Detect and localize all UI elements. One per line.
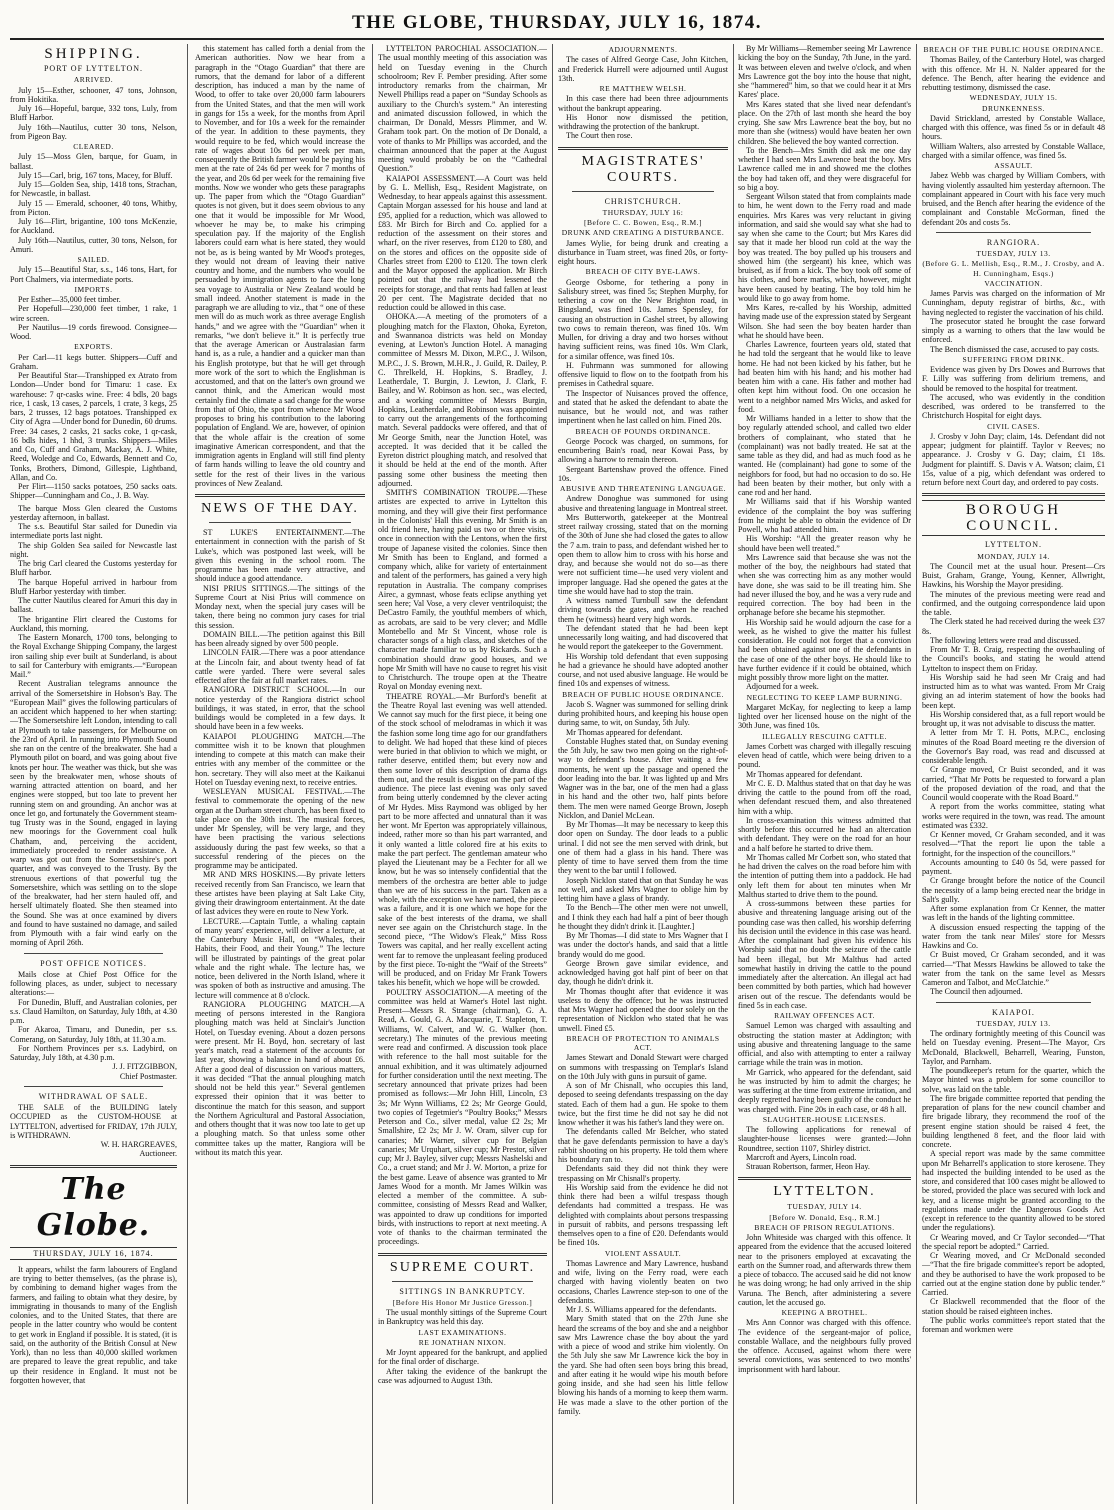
council-paragraph: The minutes of the previous meeting were read and confirmed, and the outgoing correspondence laid upon the table. (922, 589, 1105, 617)
borough-date: MONDAY, JULY 14. (977, 551, 1050, 561)
shipping-heading: SHIPPING. (44, 46, 143, 62)
magistrates-cases-continued (738, 44, 911, 1171)
case-paragraph: Margaret McKay, for neglecting to keep a lamp lighted over her licensed house on the night of the 30th June, was fined 10s. (738, 702, 911, 731)
case-paragraph: Mr Williams handed in a letter to show that the boy regularly attended school, and called two elder brothers of complainant, who stated that he (complainant) was not badly treated. He sat at the same table as they did, and had as much food as he wanted. He (complainant) had gone to some of the neighbors for food, but had no occasion to do so. He had been beaten by their mother, but only with a cane rod and her hand. (738, 414, 911, 497)
case-subheading: RAILWAY OFFENCES ACT. (774, 1011, 875, 1020)
column-1 (10, 44, 177, 1504)
case-paragraph: George Osborne, for tethering a pony in Salisbury street, was fined 5s; Stephen Murphy, for tethering a cow on the New Brighton road, in Bingsland, was fined 10s. James Spensley, for causing an obstruction in Cashel street, by allowing two cows to remain thereon, was fined 10s. Wm Mullen, for driving a dray and two horses without having sufficient reins, was fined 10s. Wm Clark, for a similar offence, was fined 10s. (558, 277, 728, 361)
re-welsh-subheading: RE MATTHEW WELSH. (599, 84, 687, 93)
case-paragraph: J. Crosby v John Day; claim, 14s. Defendant did not appear; judgment for plaintiff. Taylor v Reeves; no appearance. J. Crosby v G. Day; claim, £1 18s. Judgment for plaintiff. S. Davis v A. Watson; claim, £1 15s, value of a pig, which defendant was ordered to return before next Court day, and ordered to pay costs. (922, 431, 1105, 487)
clearance-entry: July 15—Carl, brig, 167 tons, Macey, for Bluff. (18, 170, 173, 180)
news-of-the-day-heading: NEWS OF THE DAY. (201, 501, 359, 516)
case-subheading: BREACH OF PROTECTION TO ANIMALS ACT. (566, 1033, 720, 1052)
lyttelton-court-before: [Before W. Donald, Esq., R.M.] (769, 1212, 880, 1222)
auctioneer-title: Auctioneer. (139, 1149, 177, 1159)
news-item: LINCOLN FAIR.—There was a poor attendance at the Lincoln fair, and about twenty head of fat cattle were yarded. There were several sales effected after the fair at full market rates. (195, 648, 365, 685)
case-paragraph: Sergeant Bartenshaw proved the offence. Fined 10s. (558, 464, 728, 483)
post-notice-paragraph: For Akaroa, Timaru, and Dunedin, per s.s. Comerang, on Saturday, July 18th, at 11.30 a.m. (10, 1025, 177, 1044)
case-paragraph: To the Bench—Mrs Smith did ask me one day whether I had seen Mrs Lawrence beat the boy. Mrs Lawrence called me in and showed me the clothes the boy had taken off, and they were disgraceful for so big a boy. (738, 145, 911, 192)
case-paragraph: George Brown gave similar evidence, and acknowledged having got half pint of beer on that day, though he didn't drink it. (558, 958, 728, 987)
case-paragraph: James Corbett was charged with illegally rescuing eleven head of cattle, which were being driven to a pound. (738, 741, 911, 770)
masthead-rule (10, 38, 1104, 40)
case-paragraph: Mr C. E. D. Malthus stated that on that day he was driving the cattle to the pound from off the road, when defendant rescued them, and also threatened him with a whip. (738, 778, 911, 816)
council-paragraph: The Council then adjourned. (930, 987, 1023, 997)
council-paragraph: From Mr T. B. Craig, respecting the overhauling of the Council's books, and stating he would attend Lyttelton to inspect them on Friday. (922, 645, 1105, 673)
arrival-entry: July 15—Esther, schooner, 47 tons, Johnson, from Hokitika. (10, 85, 177, 104)
case-paragraph: After taking the evidence of the bankrupt the case was adjourned to August 13th. (378, 1366, 547, 1385)
case-paragraph: Andrew Donoghue was summoned for using abusive and threatening language in Montreal street. (558, 494, 728, 513)
section-divider (195, 494, 365, 497)
shipping-paragraph: Recent Australian telegrams announce the arrival of the Somersetshire in Hobson's Bay. The “European Mail” gives the following particulars of an accident which happened to her when starting:—The Somersetshire left London, intending to call at Plymouth to take passengers, for Melbourne on the 23rd of April. In running into Plymouth Sound she ran on the centre of the breakwater. She had a Plymouth pilot on board, and was going about five knots per hour. The weather was thick, but she was seen by the breakwater men, whose shouts of warning attracted attention on board, and her engines were stopped, but too late to prevent her running stem on and grounding. An anchor was at once let go, and fortunately the Government steam-tug Trusty was in the Sound, engaged in laying new moorings for the Government coal hulk Chatham, and, perceiving the accident, immediately proceeded to render assistance. A warp was got out from the Somersetshire's port quarter, and was conveyed to the Trusty. By the strenuous exertions of that powerful tug the Somersetshire, which was settling on to the slope of the breakwater, had her stern hauled off, and herself ultimately floated. She then steamed into the Sound. She was at once examined by divers and found to have sustained no damage, and sailed from Plymouth with a fair wind early on the morning of April 26th. (10, 679, 177, 948)
column-rule (916, 44, 917, 1504)
arrived-list (10, 86, 177, 142)
council-paragraph: A discussion ensued respecting the tapping of the water from the tank near Miles' store for Messrs Hawkins and Co. (922, 922, 1105, 950)
case-paragraph: Mr Joynt appeared for the bankrupt, and applied for the final order of discharge. (378, 1348, 547, 1367)
local-news-items (378, 44, 547, 1247)
section-divider (392, 1281, 533, 1282)
withdrawal-heading: WITHDRAWAL OF SALE. (38, 1091, 149, 1101)
council-paragraph: The Clerk stated he had received during the week £37 8s. (922, 617, 1105, 636)
case-paragraph: The Bench dismissed the case, accused to pay costs. (930, 344, 1100, 354)
council-paragraph: A letter from Mr T. H. Potts, M.P.C., enclosing minutes of the Road Board meeting re the diversion of the Governor's Bay road, was read and discussed at considerable length. (922, 728, 1105, 765)
case-paragraph: James Parvis was charged on the information of Mr Cunningham, deputy registrar of births, &c., with having neglected to register the vaccination of his child. (922, 289, 1105, 317)
clearance-entry: July 15 — Emerald, schooner, 40 tons, Whitby, from Picton. (10, 198, 177, 217)
shipping-news (10, 504, 177, 948)
case-paragraph: Charles Lawrence, fourteen years old, stated that he had told the sergeant that he would like to leave home. He had not been kicked by his father, but he had beaten him with his hand; and his mother had beaten him with a cane. His father and mother had often kept him without food. On one occasion he went to a neighbor named Mrs Wicks, and asked for food. (738, 340, 911, 414)
case-paragraph: H. Fuhrmann was summoned for allowing offensive liquid to flow on to the footpath from his premises in Cathedral square. (558, 360, 728, 389)
council-paragraph: Cr Buist moved, Cr Graham seconded, and it was carried—“That Messrs Hawkins be allowed to take the water from the tank on the same level as Messrs Cameron and Talbot, and McClatchie.” (922, 950, 1105, 987)
case-paragraph: William Walters, also arrested by Constable Wallace, charged with a similar offence, was fined 5s. (922, 141, 1105, 160)
post-notice-paragraph: For Dunedin, Bluff, and Australian colonies, per s.s. Claud Hamilton, on Saturday, July 18th, at 4.30 p.m. (10, 997, 177, 1025)
sailing-entry: July 15—Beautiful Star, s.s., 146 tons, Hart, for Port Chalmers, via intermediate ports. (10, 265, 177, 284)
exports-subheading: EXPORTS. (74, 342, 113, 352)
section-divider (10, 1165, 177, 1168)
column-5 (738, 44, 911, 1504)
leading-article-continued: this statement has called forth a denial from the American authorities. Now we hear from a paragraph in the “Otago Guardian” that there are rumors, that the demand for labor of a different description, has induced a man by the name of Wood, to offer to take over 20,000 farm labourers from the United States, and that the men will work in gangs for 15s a week, for the months from April to November, and for 10s a week for the remainder of the year. In addition to these payments, they would require to be fed, which would increase the rate of wages about 10s 6d per week per man, consequently the British farmer would be paying his men at the rate of 24s 6d per week for 7 months of the year, and 20s 6d per week for the remaining five months. Now we wonder who gets these paragraphs up. The paper from which the “Otago Guardian” quotes is not given, but it does seem obvious to any one that it would be impossible for Mr Wood, whoever he may be, to make his crimping speculation pay. If the majority of the English laborers could earn what is here stated, they would not be, as is being wanted by Mr Wood's proteges, they would not dream of leaving their native country and home, and the numbers who would be persuaded by immigration agents to face the long sea voyage to Australia or New Zealand would be small indeed. Another statement is made in the paragraph we are alluding to viz., that “ one of these men will do as much work as three average English hands,” and we agree with the “Guardian” when it remarks, “we don't believe it.” It is perfectly true that the average American or Australasian farm hand is, as a rule, a handier and a quicker man than his English prototype, but that he will get through more work of the sort to which the Englishman is accustomed, and that on the latter's own ground we cannot think, and the American would most certainly find the climate a sad change for the worse from that of Ohio, the spot from whence Mr Wood proposes to bring his contribution to the laboring population of England. We are, however, of opinion that the whole affair is the creation of some imaginative American correspondent, and that the immigration agents in England will still find plenty of farm hands willing to leave the old country and settle for the rest of their lives in the various provinces of New Zealand. (195, 44, 365, 488)
case-subheading: ASSAULT. (994, 161, 1033, 170)
column-rule (733, 44, 734, 1504)
kaiapoi-heading: KAIAPOI. (992, 1007, 1035, 1017)
paper-nameplate: The Globe. (36, 1171, 151, 1243)
adjournments-text: The cases of Alfred George Case, John Kitchen, and Frederick Hurrell were adjourned until August 13th. (558, 55, 728, 83)
christchurch-subheading: CHRISTCHURCH. (604, 196, 682, 206)
council-paragraph: After some explanation from Cr Kenner, the matter was left in the hands of the lighting committee. (922, 904, 1105, 923)
rangiora-heading: RANGIORA. (986, 237, 1041, 247)
case-paragraph: The accused, who was evidently in the condition described, was ordered to be transferred to the Christchurch Hospital for eight days. (922, 392, 1105, 421)
council-paragraph: Accounts amounting to £40 0s 5d, were passed for payment. (922, 857, 1105, 876)
case-subheading: BREACH OF POUNDS ORDINANCE. (575, 426, 711, 436)
case-paragraph: Jabez Webb was charged by William Combers, with having violently assaulted him yesterday afternoon. The complainant appeared in Court with his face very much bruised, and the Bench after hearing the evidence of the complainant and Constable McGorman, fined the defendant 20s and costs 5s. (922, 171, 1105, 227)
shipping-paragraph: The s.s. Beautiful Star sailed for Dunedin via intermediate ports last night. (10, 522, 177, 541)
case-paragraph: The following applications for renewal of slaughter-house licenses were granted:—John Roundtree, section 1107, Shirley district. (738, 1125, 911, 1153)
case-paragraph: Joseph Nicklon stated that on that Sunday he was not well, and asked Mrs Wagner to oblige him by letting him have a glass of brandy. (558, 875, 728, 903)
re-nixon-subheading: RE JONATHAN NIXON. (418, 1337, 507, 1347)
borough-council-heading: BOROUGH COUNCIL. (922, 500, 1105, 536)
case-paragraph: Mrs Kares stated that she lived near defendant's place. On the 27th of last month she heard the boy crying. She saw Mrs Lawrence beat the boy, but no more than she (witness) would have beaten her own children. She believed the boy wanted correction. (738, 99, 911, 146)
supreme-court-text: The usual monthly sittings of the Supreme Court in Bankruptcy was held this day. (378, 1308, 547, 1327)
case-subheading: SUFFERING FROM DRINK. (962, 354, 1065, 364)
postmaster-signature: J. J. FITZGIBBON, (112, 1062, 177, 1072)
sittings-subheading: SITTINGS IN BANKRUPTCY. (399, 1286, 526, 1296)
column-rule (372, 44, 373, 1504)
nixon-case (378, 1348, 547, 1385)
news-item: DOMAIN BILL.—The petition against this Bill has been already signed by over 500 people. (195, 629, 365, 648)
section-divider (558, 147, 728, 150)
auctioneer-signature: W. H. HARGREAVES, (100, 1140, 177, 1149)
section-divider (378, 1253, 547, 1256)
column-6 (922, 44, 1105, 1504)
case-subheading: CIVIL CASES. (987, 421, 1040, 431)
case-subheading: ILLEGALLY RESCUING CATTLE. (762, 731, 887, 741)
case-paragraph: Mr Garrick, who appeared for the defendant, said he was instructed by him to admit the charges; he was suffering at the time from extreme irritation, and deeply regretted having been guilty of the conduct he was charged with. Fine 20s in each case, or 48 h all. (738, 1067, 911, 1114)
section-divider (24, 1086, 163, 1087)
case-paragraph: In this case there had been three adjournments without the bankrupt appearing. (558, 94, 728, 113)
council-paragraph: Cr Grange brought before the notice of the Council the necessity of a lamp being erected near the bridge in Salt's gully. (922, 876, 1105, 904)
clearance-entry: July 15—Moss Glen, barque, for Guam, in ballast. (10, 152, 177, 171)
court-date: THURSDAY, JULY 16: (602, 207, 684, 217)
case-paragraph: His Worship said he would adjourn the case for a week, as he wished to give the matter his fullest consideration. He could not forget that a conviction had been obtained against one of the defendants in the case of one of the other boys. He should like to have further evidence if it could be obtained, which might possibly throw more light on the matter. (738, 617, 911, 682)
case-subheading: BREACH OF CITY BYE-LAWS. (585, 267, 701, 277)
case-paragraph: The defendants called Mr Belcher, who stated that he gave defendants permission to have a day's rabbit shooting on his property. He told them where his boundary ran to. (558, 1127, 728, 1164)
shipping-paragraph: The brig Carl cleared the Customs yesterday for Bluff harbor. (10, 559, 177, 578)
case-subheading: BREACH OF THE PUBLIC HOUSE ORDINANCE. (923, 45, 1104, 54)
wednesday-cases (922, 104, 1105, 227)
cleared-list (10, 152, 177, 254)
section-divider (936, 232, 1091, 233)
rangiora-date: TUESDAY, JULY 13. (976, 249, 1051, 258)
export-entry: Per Flirt—1150 sacks potatoes, 250 sacks oats. Shipper—Cunningham and Co., J. B. Way. (10, 482, 177, 501)
shipping-paragraph: The barque Moss Glen cleared the Customs yesterday afternoon, in ballast. (10, 503, 177, 522)
council-paragraph: Cr Wearing moved, and Cr McDonald seconded—“That the fire brigade committee's report be adopted, and they be authorised to have the work proposed to be carried out at the engine station done by public tender.” Carried. (922, 1251, 1105, 1297)
case-paragraph: By Mr Thomas—It may be necessary to keep this door open on Sunday. The door leads to a public urinal. I did not see the men served with drink, but one of them had a glass in his hand. There was plenty of time to have served them from the time they went to the bar until I followed. (558, 820, 728, 876)
case-subheading: SLAUGHTER-HOUSE LICENSES. (762, 1114, 887, 1124)
case-paragraph: The prosecutor stated he brought the case forward simply as a warning to others that the law would be enforced. (922, 316, 1105, 345)
rangiora-before: (Before G. L. Mellish, Esq., R.M., J. Crosby, and A. H. Cunningham, Esqs.) (922, 259, 1105, 278)
news-item: THEATRE ROYAL.—Mr Burford's benefit at the Theatre Royal last evening was well attended. We cannot say much for the first piece, it being one of the stock school of melodramas in which it was the fashion some long time ago for our grandfathers to delight. We had hoped that these kind of pieces were buried in that oblivion to which we might, or rather deserve, entitled them; but every now and then some lover of this description of drama digs them out, and the result is disgust on the part of the audience. The piece last evening was only saved from being utterly condemned by the clever acting of Mr Hydes. Miss Raymond was obliged by her part to be more affected and unnatural than it was her wont. Mr Eperton was appropriately villainous, indeed, rather more so than his part warranted, and it only wanted a little colored fire at his exits to make the part perfect. The gentleman amateur who played the Lieutenant may be a Fechter for all we know, but he was so intensely confidential that the members of the orchestra are better able to judge than we are of his success in the part. Taken as a whole, with the exception we have named, the piece was a failure, and it is one which we hope for the sake of the best interests of the drama, we shall never see again on the Christchurch stage. In the second piece, “The Widow's Fleak,” Miss Ross Towers was capital, and her really excellent acting went far to remove the unpleasant feeling produced by the first piece. To-night the “Waif of the Streets” will be produced, and on Friday Mr Frank Towers takes his benefit, which we hope will be crowded. (378, 691, 547, 988)
magistrates-cases (558, 239, 728, 1417)
case-paragraph: Marcroft and Ayers, Lincoln road. (746, 1152, 857, 1162)
case-subheading: NEGLECTING TO KEEP LAMP BURNING. (746, 692, 903, 702)
case-subheading: VACCINATION. (984, 278, 1043, 288)
council-paragraph: A special report was made by the same committee upon Mr Beharrell's application to store kerosene. They had inspected the building intended to be used as the store, and considered that 100 cases might be allowed to be stored, provided the place was secured with lock and key, and a license might be granted according to the regulations made under the Dangerous Goods Act (except in reference to the quantity allowed to be stored under the regulations). (922, 1149, 1105, 1233)
export-entry: Per Beautiful Star—Transhipped ex Atrato from London—Under bond for Timaru: 1 case. Ex warehouse: 7 qr-casks wine. Free: 4 bdls, 20 bags rice, 1 cask, 13 cases, 2 parcels, 1 crate, 3 kegs, 25 bars, 2 trusses, 12 bags potatoes. Transhipped ex City of Agra —Under bond for Dunedin, 60 drums. Free: 34 cases, 2 casks, 21 sacks coke, 1 qr-cask, 16 bdls hides, 1 hhd, 3 trunks. Shippers—Miles and Co, Cuff and Graham, Mackay, A. J. White, Reed, Woledge and Co, Edwards, Bennett and Co, Tonks, Brothers, Dimond, Gillespie, Lightband, Allan, and Co. (10, 371, 177, 482)
case-paragraph: Mrs Ann Connor was charged with this offence. The evidence of the sergeant-major of police, constable Wallace, and the neighbours fully proved the offence. Accused, against whom there were several convictions, was sentenced to two months' imprisonment with hard labour. (738, 1318, 911, 1374)
arrived-subheading: ARRIVED. (73, 75, 114, 85)
wednesday-date: WEDNESDAY, JULY 15. (969, 93, 1058, 103)
column-rule (187, 44, 188, 1504)
arrival-entry: July 16—Hopeful, barque, 332 tons, Luly, from Bluff Harbor. (10, 104, 177, 123)
drunk-subheading: DRUNK AND CREATING A DISTURBANCE. (561, 228, 725, 238)
case-paragraph: Mr J. S. Williams appeared for the defendants. (566, 1305, 717, 1314)
post-office-heading: POST OFFICE NOTICES. (40, 958, 147, 968)
case-paragraph: His Honor now dismissed the petition, withdrawing the protection of the bankrupt. (558, 112, 728, 131)
post-notice-paragraph: Mails close at Chief Post Office for the following places, as under, subject to necessary alterations:— (10, 969, 177, 998)
case-paragraph: Mrs Kares, re-called by his Worship, admitted having made use of the expression stated by Sergeant Wilson. She had seen the boy beaten harder than what he should have been. (738, 303, 911, 340)
borough-proceedings (922, 562, 1105, 997)
borough-lyttelton-subheading: LYTTELTON. (985, 540, 1042, 550)
case-paragraph: Thomas Bailey, of the Canterbury Hotel, was charged with this offence. Mr H. N. Nalder appeared for the defence. The Bench, after hearing the evidence and rebutting testimony, dismissed the case. (922, 55, 1105, 92)
case-paragraph: Sergeant Wilson stated that from complaints made to him, he went down to the Ferry road and made enquiries. Mrs Kares was very reluctant in giving information, and said she would say what she had to say when she came to the Court; but Mrs Kares did say that it made her blood run cold at the way the boy was treated. The boy pulled up his trousers and showed him (the sergeant) his knee, which was bruised, as if from a kick. The boy took off some of his clothes, and bore marks, which, however, might have been caused by beating. The boy told him he would like to go away from home. (738, 192, 911, 303)
paper-dateline: THURSDAY, JULY 16, 1874. (10, 1247, 177, 1260)
lyttelton-cases (738, 1223, 911, 1374)
import-entry: Per Nautilus—19 cords firewood. Consignee—Wood. (10, 322, 177, 341)
council-paragraph: A report from the works committee, stating what works were required in the town, was read. The amount estimated was £332. (922, 802, 1105, 830)
court-before: [Before C. C. Bowen, Esq., R.M.] (583, 218, 703, 227)
case-paragraph: A witness named Turnbull saw the defendant driving towards the gates, and when he reached them he (witness) heard very high words. (558, 596, 728, 624)
clearance-entry: July 15—Golden Sea, ship, 1418 tons, Strachan, for Newcastle, in ballast. (10, 180, 177, 199)
news-item: KAIAPOI ASSESSMENT.—A Court was held by G. L. Mellish, Esq., Resident Magistrate, on Wednesday, to hear appeals against this assessment. Captain Morgan assessed for his house and land at £95, applied for a reduction, which was allowed to £83. Mr Birch for Birch and Co. applied for a reduction of the assessment on their stores and wharf, on the river reserves, from £120 to £80, and on the stores and offices on the opposite side of Charles street from £200 to £120. The town clerk and the Mayor opposed the application. Mr Birch pointed out that the railway had lessened the receipts for storage, and that rents had fallen at least 20 per cent. The Magistrate decided that no reduction could be allowed in this case. (378, 173, 547, 312)
case-paragraph: John Whiteside was charged with this offence. It appeared from the evidence that the accused loitered near to the prisoners employed at excavating the earth on the Sumner road, and afterwards threw them a piece of tobacco. The accused said he did not know he was doing wrong; he had only arrived in the ship Varuna. The Bench, after administering a severe caution, let the accused go. (738, 1233, 911, 1307)
post-notice-paragraph: For Northern Provinces per s.s. Ladybird, on Saturday, July 18th, at 4.30 p.m. (10, 1043, 177, 1062)
imports-list (10, 295, 177, 341)
case-subheading: ABUSIVE AND THREATENING LANGUAGE. (560, 484, 726, 493)
shipping-paragraph: The cutter Nautilus cleared for Amuri this day in ballast. (10, 596, 177, 615)
news-item: ST LUKE'S ENTERTAINMENT.—The entertainment in connection with the parish of St Luke's, which was postponed last week, will be given this evening in the school room. The programme has been made very attractive, and should induce a good attendance. (195, 528, 365, 584)
case-paragraph: The Court then rose. (566, 131, 633, 141)
case-subheading: VIOLENT ASSAULT. (604, 1248, 682, 1258)
sailed-subheading: SAILED. (77, 255, 110, 264)
council-paragraph: The Council met at the usual hour. Present—Crs Buist, Graham, Grange, Young, Kenner, Allwright, Hawkins, his Worship the Mayor presiding. (922, 561, 1105, 590)
case-paragraph: Jacob S. Wagner was summoned for selling drink during prohibited hours, and keeping his house open during same, to wit, on Sunday, 5th July. (558, 699, 728, 728)
case-subheading: BREACH OF PRISON REGULATIONS. (754, 1222, 895, 1232)
shipping-paragraph: The ship Golden Sea sailed for Newcastle last night. (10, 540, 177, 559)
case-paragraph: Mr Williams said that if his Worship wanted evidence of the complaint the boy was suffering from he might be able to obtain the evidence of Dr Powell, who had attended him. (738, 497, 911, 534)
case-paragraph: His Worship: “All the greater reason why he should have been well treated.” (738, 534, 911, 553)
case-paragraph: A son of Mr Chisnall, who occupies this land, deposed to seeing defendants trespassing on the day stated. Each of them had a gun. He spoke to them twice, but the first time he did not say he did not know whether it was his father's land they were on. (558, 1081, 728, 1127)
case-paragraph: Constable Hughes stated that, on Sunday evening the 5th July, he saw two men going on the right-of-way to defendant's house. After waiting a few moments, he went up the passage and opened the door leading into the bar. It was lighted up and Mrs Wagner was in the bar, one of the men had a glass in his hand and the other two, half pints before them. The men were named George Brown, Joseph Nicklon, and Daniel McLean. (558, 736, 728, 820)
case-paragraph: The Inspector of Nuisances proved the offence, and stated that he asked the defendant to abate the nuisance, but he would not, and was rather impertinent when he last called on him. Fined 20s. (558, 388, 728, 426)
council-paragraph: His Worship said he had seen Mr Craig and had instructed him as to what was wanted. From Mr Craig giving an ad interim statement of how the books had been kept. (922, 672, 1105, 710)
case-paragraph: Evidence was given by Drs Dowes and Burrows that F. Lilly was suffering from delirium tremens, and should be removed to the hospital for treatment. (922, 365, 1105, 393)
case-subheading: KEEPING A BROTHEL. (781, 1308, 868, 1317)
news-item: SMITH'S COMBINATION TROUPE.—These artistes are expected to arrive in Lyttelton this morning, and they will give their first performance in the Colonists' Hall this evening. Mr Smith is an old friend here, having paid us two or three visits, once in connection with the Lentons, when the first troupe of Japanese visited the colonies. Since then Mr Smith has been to England, and formed a company which, alike for variety of entertainment and talent of the performers, has gained a very high reputation in Australia. The company comprises Airec, a gymnast, whose feats eclipse anything yet seen here; Val Vose, a very clever ventriloquist; the DeCastro Family, the youthful members of which, as acrobats, are said to be very clever; and Mdlle Montebello and Mr St Vincent, whose role is character songs of a high class, and sketches of the character made familiar to us by Rickards. Such a combination should draw good houses, and we hope Mr Smith will have no cause to regret his visit to Christchurch. The troupe open at the Theatre Royal on Monday evening next. (378, 488, 547, 692)
adjournments-subheading: ADJOURNMENTS. (608, 45, 678, 54)
public-house-case (922, 45, 1105, 92)
council-paragraph: His Worship considered that, as a full report would be brought up, it was not advisable to discuss the matter. (922, 709, 1105, 728)
council-paragraph: The ordinary fortnightly meeting of this Council was held on Tuesday evening. Present—The Mayor, Crs McDonald, Blackwell, Beharrell, Wearing, Funston, Taylor, and Parnham. (922, 1029, 1105, 1066)
case-paragraph: By Mr Thomas—I did state to Mrs Wagner that I was under the doctor's hands, and said that a little brandy would do me good. (558, 931, 728, 959)
section-divider (738, 1177, 911, 1180)
case-paragraph: James Wylie, for being drunk and creating a disturbance in Tuam street, was fined 20s, or forty-eight hours. (558, 238, 728, 266)
news-item: KAIAPOI PLOUGHING MATCH.—The committee wish it to be known that ploughmen intending to compete at this match can make their entries with any member of the committee or the hon. secretary. They will also meet at the Kaikanui Hotel on Tuesday evening next, to receive entries. (195, 731, 365, 787)
section-divider (209, 522, 351, 523)
last-examinations-subheading: LAST EXAMINATIONS. (418, 1327, 507, 1337)
case-paragraph: Strauan Robertson, farmer, Heon Hay. (746, 1162, 870, 1171)
column-rule (552, 44, 553, 1504)
case-paragraph: Mr Thomas called Mr Corbett son, who stated that he had driven the calves on the road before him with the intention of putting them into a paddock. He had only left them for about ten minutes when Mr Malthus started to drive them to the pound. (738, 852, 911, 899)
clearance-entry: July 16th—Nautilus, cutter, 30 tons, Nelson, for Amuri. (10, 235, 177, 254)
council-paragraph: The fire brigade committee reported that pending the preparation of plans for the new council chamber and fire brigade library, they recommend the roof of the present engine station should be raised 4 feet, the building lengthened 8 feet, and the floor laid with concrete. (922, 1093, 1105, 1149)
column-4 (558, 44, 728, 1504)
news-item: NISI PRIUS SITTINGS.—The sittings of the Supreme Court at Nisi Prius will commence on Monday next, when the special jury cases will be taken, there being no common jury cases for trial this session. (195, 583, 365, 630)
case-paragraph: To the Bench—The other men were not unwell, and I think they each had half a pint of beer though he thought they didn't drink it. [Laughter.] (558, 903, 728, 931)
council-paragraph: Cr Blackwell recommended that the floor of the station should be raised eighteen inches. (922, 1297, 1105, 1316)
kaiapoi-date: TUESDAY, JULY 13. (976, 1018, 1051, 1028)
case-paragraph: The defendant stated that he had been kept unnecessarily long waiting, and had discovered that he would report the gatekeeper to the Government. (558, 623, 728, 652)
news-item: RANGIORA PLOUGHING MATCH.—A meeting of persons interested in the Rangiora ploughing match was held at Sinclair's Junction Hotel, on Tuesday evening. About a dozen persons were present. Mr H. Boyd, hon. secretary of last year's match, read a statement of the accounts for last year, showing a balance in hand of about £6. After a good deal of discussion on various matters, it was decided “That the annual ploughing match should not be held this year.” Several gentlemen expressed their opinion that it was better to discontinue the match for this season, and support the Northern Agricultural and Pastoral Association, and others thought that it was now too late to get up a ploughing match. So that unless some other committee takes up the matter, Rangiora will be without its match this year. (195, 999, 365, 1157)
case-subheading: BREACH OF PUBLIC HOUSE ORDINANCE. (562, 689, 724, 699)
lyttelton-court-heading: LYTTELTON. (773, 1184, 876, 1200)
case-paragraph: Mr Thomas thought after that evidence it was useless to deny the offence; but he was instructed that Mrs Wagner had opened the door solely on the representation of Nicklon who stated that he was unwell. Fined £5. (558, 986, 728, 1033)
judge-line: [Before His Honor Mr Justice Gresson.] (392, 1297, 533, 1307)
shipping-paragraph: The Eastern Monarch, 1700 tons, belonging to the Royal Exchange Shipping Company, the largest iron sailing ship ever built at Sunderland, is about to sail for Canterbury with emigrants.—“European Mail.” (10, 633, 177, 679)
news-item: POULTRY ASSOCIATION.—A meeting of the committee was held at Warner's Hotel last night. Present—Messrs R. Strange (chairman), G. A. Read, A. Gould, G. A. Macquarie, T. Stapleton, T. Williams, W. Calvert, and W. G. Walker (hon. secretary.) The minutes of the previous meeting were read and confirmed. A discussion took place with reference to the hall most suitable for the annual exhibition, and it was ultimately adjourned for further consideration until the next meeting. The secretary announced that private prizes had been promised as follows:—Mr John Hill, Lincoln, £3 3s; Mr Wynn Williams, £2 2s; Mr George Gould, two copies of Tegetmier's “Poultry Books;” Messrs Peterson and Co., silver medal, value £2 2s; Mr Smallshire, £2 2s; Mr J. W. Oram, silver cup for canaries; Mr Warner, silver cup for Belgian canaries; Mr Urquhart, silver cup; Mr Prestor, silver cup; Mr J. Bayley, silver cup; Messrs Nashelski and Co., a cruet stand; and Mr J. W. Morton, a prize for the best game. Leave of absence was granted to Mr James Wood for a month. Mr James Wilkin was elected a member of the committee. A sub-committee, consisting of Messrs Read and Walker, was appointed to draw up conditions for imported birds, with instructions to report at next meeting. A vote of thanks to the chairman terminated the proceedings. (378, 987, 547, 1247)
sailed-list (10, 265, 177, 284)
section-divider (24, 953, 163, 954)
shipping-paragraph: The brigantine Flirt cleared the Customs for Auckland, this morning. (10, 614, 177, 633)
case-paragraph: Mr Thomas appeared for defendant. (746, 769, 863, 779)
council-paragraph: The following letters were read and discussed. (930, 635, 1081, 645)
port-subheading: PORT OF LYTTELTON. (43, 64, 144, 73)
section-divider (922, 493, 1105, 496)
case-paragraph: His Worship said from the evidence he did not think there had been a wilful trespass though defendants had committed a trespass. He was delighted with complaints about persons trespassing in pursuit of rabbits, and persons trespassing left themselves open to a fine of £20. Defendants would be fined 10s. (558, 1182, 728, 1248)
column-3 (378, 44, 547, 1504)
case-paragraph: Samuel Lemon was charged with assaulting and obstructing the station master at Addington; with using abusive and threatening language to the same official, and also with attempting to enter a railway carriage while the train was in motion. (738, 1021, 911, 1068)
lyttelton-court-date: TUESDAY, JULY 14. (787, 1202, 862, 1212)
arrival-entry: July 16th—Nautilus, cutter 30 tons, Nelson, from Pigeon Bay. (10, 122, 177, 141)
kaiapoi-proceedings (922, 1029, 1105, 1334)
case-paragraph: Mary Smith stated that on the 27th June she heard the screams of the boy and she and a neighbor saw Mrs Lawrence chase the boy about the yard with a piece of wood and strike him violently. On the 5th July she saw Mr Lawrence kick the boy in the yard. She had often seen boys bring this bread, and after eating it he would wipe his mouth before going inside, and she had seen his little fellow blowing his hands of a morning to keep them warm. He was made a slave to the other portion of the family. (558, 1314, 728, 1416)
page-masthead: THE GLOBE, THURSDAY, JULY 16, 1874. (352, 12, 762, 33)
supreme-court-heading: SUPREME COURT. (389, 1259, 536, 1275)
news-item: RANGIORA DISTRICT SCHOOL.—In our notice yesterday of the Rangiora district school buildings, it was stated, in error, that the school buildings would be completed in a few days. It should have been in a few weeks. (195, 685, 365, 732)
import-entry: Per Hopefull—230,000 feet timber, 1 rake, 1 wire screen. (10, 304, 177, 323)
case-paragraph: A cross-summons between these parties for abusive and threatening language arising out of the pounding case was then called, his worship deferring his decision until the evidence in this case was heard. After the complainant had given his evidence his Worship said that no doubt the seizure of the cattle had been illegal, but Mr Malthus had acted somewhat hastily in driving the cattle to the pound immediately after the altercation. An illegal act had been committed by both parties, which had however arisen out of the rescue. The defendants would be fined 5s in each case. (738, 899, 911, 1010)
rangiora-cases (922, 279, 1105, 488)
post-office-notices (10, 970, 177, 1063)
leading-article: It appears, whilst the farm labourers of England are trying to better themselves, (as the phrase is), by combining to demand higher wages from the farmers, and failing to obtain what they desire, by immigrating in thousands to many of the English colonies, and to the United States, that there are people in the latter country who would be content to get work in England if possible. It is stated, (it is said, on the authority of the British Consul at New York), than no less than 40,000 skilled workmen are prepared to leave the great republic, and take up their residence in England. It must not be forgotten however, that (10, 1264, 177, 1385)
case-paragraph: Mr Thomas appeared for defendant. (566, 727, 683, 737)
news-item: LYTTELTON PAROCHIAL ASSOCIATION.—The usual monthly meeting of this association was held on Tuesday evening in the Church schoolroom; Rev F. Pember presiding. After some introductory remarks from the chairman, Mr Newell Phillips read a paper on “Sunday Schools as auxiliary to the Church's system.” An interesting and animated discussion followed, in which the chairman, Dr Donald, Messrs Plimmer, and W. Graham took part. On the motion of Dr Donald, a vote of thanks to Mr Phillips was accorded, and the chairman announced that the paper at the August meeting would probably be on the “Cathedral Question.” (378, 44, 547, 174)
section-divider (936, 1002, 1091, 1003)
magistrates-courts-heading: MAGISTRATES' COURTS. (581, 153, 705, 185)
withdrawal-notice: THE SALE of the BUILDING lately OCCUPIED as the CUSTOM-HOUSE at LYTTELTON, advertised for FRIDAY, 17th JULY, is WITHDRAWN. (10, 1103, 177, 1140)
welsh-case (558, 94, 728, 140)
case-paragraph: David Strickland, arrested by Constable Wallace, charged with this offence, was fined 5s or in default 48 hours. (922, 113, 1105, 142)
case-paragraph: His Worship told defendant that even supposing he had a grievance he should have adopted another course, and not used abusive language. He would be fined 10s and expenses of witness. (558, 651, 728, 689)
news-items (195, 528, 365, 1157)
postmaster-title: Chief Postmaster. (119, 1071, 177, 1081)
council-paragraph: Cr Kenner moved, Cr Graham seconded, and it was resolved—“That the report lie upon the table a fortnight, for the inspection of the councillors.” (922, 830, 1105, 858)
case-paragraph: James Stewart and Donald Stewart were charged on summons with trespassing on Templar's Island on the 10th July with guns in pursuit of game. (558, 1053, 728, 1081)
exports-list (10, 353, 177, 501)
council-paragraph: The public works committee's report stated that the foreman and workmen were (922, 1315, 1105, 1334)
cleared-subheading: CLEARED. (73, 142, 114, 151)
council-paragraph: Cr Wearing moved, and Cr Taylor seconded—“That the special report be adopted.” Carried. (922, 1232, 1105, 1251)
import-entry: Per Esther—35,000 feet timber. (18, 295, 121, 304)
case-paragraph: Defendants said they did not think they were trespassing on Mr Chisnall's property. (558, 1164, 728, 1183)
export-entry: Per Carl—11 kegs butter. Shippers—Cuff and Graham. (10, 352, 177, 371)
news-item: MR AND MRS HOSKINS.—By private letters received recently from San Francisco, we learn that these artistes have been playing at Salt Lake City, giving their drawingroom entertainment. At the date of last advices they were en route to New York. (195, 870, 365, 917)
case-paragraph: Mrs Lawrence said that because she was not the mother of the boy, the neighbours had stated that when she was correcting him as any mother would have done, she was said to be ill treating him. She had never illused the boy, and he was a very rude and required correction. The boy had been in the orphanage before she became his stepmother. (738, 552, 911, 618)
column-2 (195, 44, 365, 1504)
case-paragraph: By Mr Williams—Remember seeing Mr Lawrence kicking the boy on the Sunday, 7th June, in the yard. It was between eleven and twelve o'clock, and when Mrs Lawrence got the boy into the house that night, she “hammered” him, so that we could hear it at Mrs Kares' place. (738, 44, 911, 100)
case-paragraph: Thomas Lawrence and Mary Lawrence, husband and wife, living on the Ferry road, were each charged with having violently beaten on two occasions, Charles Lawrence step-son to one of the defendants. (558, 1258, 728, 1305)
case-paragraph: Adjourned for a week. (746, 682, 819, 692)
shipping-paragraph: The barque Hopeful arrived in harbour from Bluff Harbor yesterday with timber. (10, 577, 177, 596)
news-item: OHOKA.—A meeting of the promoters of a ploughing match for the Flaxton, Ohoka, Eyreton, and Swannanoa districts was held on Monday evening, at Lewton's Junction Hotel. A managing committee of Messrs M. Dixon, M.P.C., J. Wilson, M.P.C., J. S. Brown, M.H.R., J. Guild, R. Dailey, P. C. Threlkeld, H. Hopkins, S. Bradley, J. Leatherdale, T. Burgin, J. Lewton, J. Clark, F. Bailey, and W. Robinson as hon. sec., was elected, and a working committee of Messrs Burgin, Hopkins, Leatherdale, and Robinson was appointed to carry out the arrangements of the forthcoming match. Several paddocks were offered, and that of Mr George Smith, near the Junction Hotel, was accepted. It was decided that it be called the Eyreton district ploughing match, and resolved that it should be held at the end of the month. After passing some other business the meeting then adjourned. (378, 312, 547, 488)
case-paragraph: In cross-examination this witness admitted that shortly before this occurred he had an altercation with defendant. They were on the road for an hour and a half before he started to drive them. (738, 815, 911, 853)
case-paragraph: Mrs Butterworth, gatekeeper at the Montreal street railway crossing, stated that on the morning of the 30th of June she had closed the gates to allow the 7 a.m. train to pass, and defendant wished her to open them to allow him to cross with his horse and dray, and because she would not do so—as there were not sufficient time—he used very violent and improper language. Had she opened the gates at the time she would have had to stop the train. (558, 512, 728, 596)
case-paragraph: George Pocock was charged, on summons, for encumbering Bain's road, near Kowai Pass, by allowing a harrow to remain thereon. (558, 436, 728, 465)
imports-subheading: IMPORTS. (74, 284, 113, 294)
news-item: WESLEYAN MUSICAL FESTIVAL.—The festival to commemorate the opening of the new organ at the Durham street church, has been fixed to take place on the 30th inst. The musical forces, under Mr Spensley, will be very large, and they have been practising the various selections assiduously during the past few weeks, so that a successful rendering of the pieces on the programme may be anticipated. (195, 787, 365, 870)
council-paragraph: Cr Grange moved, Cr Buist seconded, and it was carried, “That Mr Potts be requested to forward a plan of the proposed deviation of the road, and that the Council would cooperate with the Road Board.” (922, 765, 1105, 802)
clearance-entry: July 16—Flirt, brigantine, 100 tons McKenzie, for Auckland. (10, 217, 177, 236)
case-subheading: DRUNKENNESS. (982, 103, 1045, 113)
section-divider (572, 191, 714, 192)
council-paragraph: The poundkeeper's return for the quarter, which the Mayor hinted was a problem for some councillor to solve, was laid on the table. (922, 1066, 1105, 1094)
news-item: LECTURE.—Captain Tuttle, a whaling captain of many years' experience, will deliver a lecture, at the Canterbury Music Hall, on “Whales, their Habits, their Food, and their Young.” The lecture will be illustrated by paintings of the great polar whale and the right whale. The lecture has, we notice, been delivered in the North Island, where it was spoken of both as instructive and amusing. The lecture will commence at 8 o'clock. (195, 916, 365, 1000)
